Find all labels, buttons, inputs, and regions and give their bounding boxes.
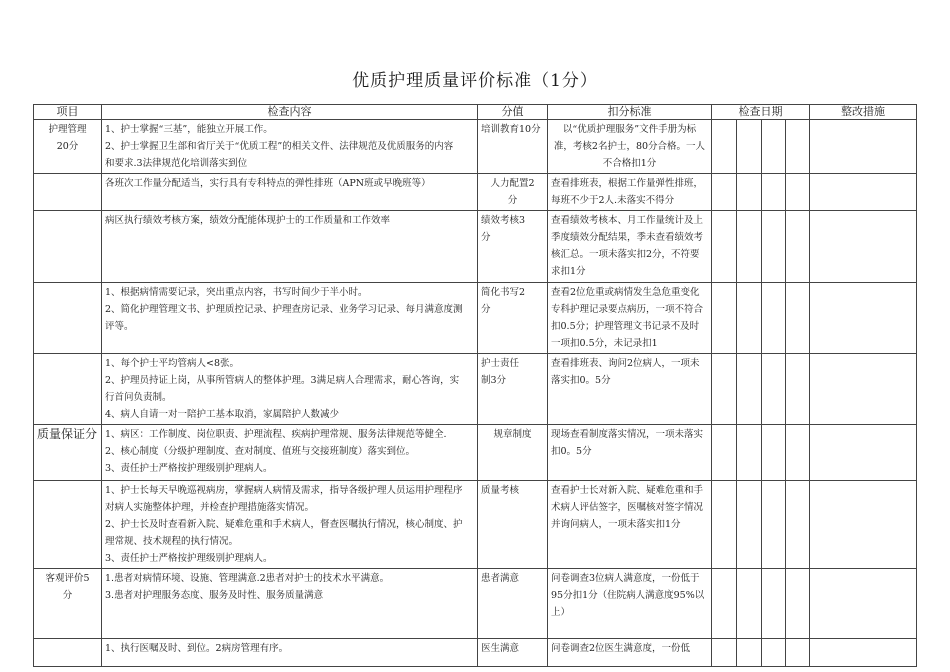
cell-date-2	[737, 569, 762, 639]
cell-score	[478, 354, 548, 425]
cell-deduct-line: 落实扣0。5分	[551, 375, 611, 386]
cell-content-line: 行首问负责制。	[105, 392, 172, 403]
cell-item	[34, 283, 102, 354]
cell-deduct-line: 95分扣1分（住院病人满意度95%以	[551, 590, 705, 601]
cell-fix	[810, 481, 917, 569]
cell-fix	[810, 211, 917, 283]
table-row	[34, 211, 917, 283]
cell-score-line: 规章制度	[493, 429, 532, 440]
cell-score	[478, 569, 548, 639]
cell-deduct-line: 扣0.5分；护理管理文书记录不及时	[551, 321, 700, 332]
cell-item-line: 分	[62, 590, 73, 601]
cell-date-2	[737, 639, 762, 667]
cell-item	[34, 211, 102, 283]
cell-date-2	[737, 211, 762, 283]
cell-date-2	[737, 354, 762, 425]
cell-date-4	[786, 639, 810, 667]
cell-fix	[810, 639, 917, 667]
cell-content	[102, 639, 478, 667]
cell-deduct-line: 查看排班表、询问2位病人，一项未	[551, 358, 700, 369]
cell-fix	[810, 120, 917, 174]
cell-content-line: 对病人实施整体护理，并检查护理措施落实情况。	[105, 502, 315, 513]
cell-deduct-line: 准，考核2名护士，80分合格。一人	[553, 141, 706, 152]
cell-item-line: 20分	[56, 141, 79, 152]
cell-item	[34, 120, 102, 174]
cell-score-line: 患者满意	[481, 573, 520, 584]
cell-content-line: 2、护理员持证上岗，从事所管病人的整体护理。3满足病人合理需求，耐心答询，实	[105, 375, 460, 386]
cell-date-1	[712, 569, 737, 639]
cell-score	[478, 174, 548, 211]
cell-deduct-line: 以“优质护理服务”文件手册为标	[562, 124, 697, 135]
cell-content-line: 1、执行医嘱及时、到位。2病房管理有序。	[105, 643, 289, 654]
table-row	[34, 639, 917, 667]
cell-date-3	[762, 639, 786, 667]
cell-deduct-line: 扣0。5分	[551, 446, 592, 457]
cell-fix	[810, 354, 917, 425]
cell-content	[102, 425, 478, 481]
header-content: 检查内容	[102, 105, 478, 120]
cell-item	[34, 481, 102, 569]
cell-score	[478, 481, 548, 569]
cell-deduct-line: 核汇总。一项未落实扣2分，不符要	[551, 249, 700, 260]
table-row	[34, 283, 917, 354]
cell-score-line: 绩效考核3	[481, 215, 526, 226]
cell-content-line: 3、责任护士严格按护理级别护理病人。	[105, 553, 273, 564]
table-row	[34, 174, 917, 211]
table-header-row	[34, 105, 917, 120]
cell-content-line: 病区执行绩效考核方案，绩效分配能体现护士的工作质量和工作效率	[105, 215, 391, 226]
cell-deduct-line: 上）	[551, 607, 571, 618]
cell-score-line: 人力配置2	[490, 178, 535, 189]
cell-item	[34, 569, 102, 639]
cell-content-line: 3.患者对护理服务态度、服务及时性、服务质量满意	[105, 590, 324, 601]
cell-deduct-line: 季度绩效分配结果，季未查看绩效考	[551, 232, 704, 243]
header-item: 项目	[34, 105, 102, 120]
header-date: 检查日期	[712, 105, 810, 120]
cell-content	[102, 283, 478, 354]
cell-deduct-line: 每班不少于2人.未落实不得分	[551, 195, 675, 206]
cell-deduct	[548, 211, 712, 283]
header-deduct: 扣分标准	[548, 105, 712, 120]
cell-deduct-line: 查看护士长对新入院、疑难危重和手	[551, 485, 704, 496]
cell-date-1	[712, 639, 737, 667]
cell-date-2	[737, 283, 762, 354]
cell-score-line: 分	[481, 304, 491, 315]
cell-content-line: 1、护士长每天早晚巡视病房，掌握病人病情及需求，指导各级护理人员运用护理程序	[105, 485, 463, 496]
cell-content	[102, 174, 478, 211]
cell-deduct-line: 查看绩效考核本、月工作量统计及上	[551, 215, 704, 226]
cell-deduct-line: 并询问病人，一项未落实扣1分	[551, 519, 681, 530]
cell-deduct	[548, 639, 712, 667]
cell-deduct	[548, 283, 712, 354]
cell-deduct	[548, 425, 712, 481]
cell-date-1	[712, 283, 737, 354]
cell-date-2	[737, 425, 762, 481]
cell-deduct-line: 一项扣0.5分，未记录扣1	[551, 338, 658, 349]
cell-date-3	[762, 211, 786, 283]
cell-content	[102, 120, 478, 174]
cell-date-3	[762, 481, 786, 569]
cell-deduct-line: 术病人评估签字，医嘱核对签字情况	[551, 502, 704, 513]
cell-date-3	[762, 283, 786, 354]
page-title: 优质护理质量评价标准（1分）	[352, 71, 598, 91]
cell-deduct-line: 问卷调查3位病人满意度，一份低于	[551, 573, 700, 584]
evaluation-table	[33, 104, 917, 667]
cell-deduct-line: 查看2位危重或病情发生急危重变化	[551, 287, 700, 298]
cell-content-line: 1、每个护士平均管病人<8张。	[105, 358, 240, 369]
cell-score	[478, 639, 548, 667]
cell-fix	[810, 569, 917, 639]
cell-content-line: 4、病人自请一对一陪护工基本取消，家属陪护人数减少	[105, 409, 340, 420]
cell-content	[102, 354, 478, 425]
cell-date-4	[786, 481, 810, 569]
cell-score-line: 培训教育10分	[481, 124, 541, 135]
cell-item-line: 客观评价5	[45, 573, 90, 584]
cell-content-line: 理常规、技术规程的执行情况。	[105, 536, 239, 547]
cell-fix	[810, 425, 917, 481]
cell-deduct	[548, 481, 712, 569]
cell-score	[478, 211, 548, 283]
cell-date-2	[737, 174, 762, 211]
cell-content-line: 2、核心制度（分级护理制度、查对制度、值班与交接班制度）落实到位。	[105, 446, 416, 457]
cell-date-4	[786, 283, 810, 354]
cell-date-3	[762, 425, 786, 481]
cell-date-1	[712, 425, 737, 481]
cell-content-line: 3、责任护士严格按护理级别护理病人。	[105, 463, 273, 474]
cell-date-4	[786, 354, 810, 425]
cell-fix	[810, 174, 917, 211]
cell-item	[34, 639, 102, 667]
cell-deduct-line: 查看排班表，根据工作量弹性排班，	[551, 178, 704, 189]
cell-content	[102, 211, 478, 283]
cell-score-line: 医生满意	[481, 643, 520, 654]
header-score: 分值	[478, 105, 548, 120]
table-row	[34, 569, 917, 639]
cell-date-1	[712, 481, 737, 569]
cell-score-line: 护士责任	[481, 358, 520, 369]
cell-content-line: 各班次工作量分配适当，实行具有专科特点的弹性排班（APN班或早晚班等）	[105, 178, 431, 189]
cell-date-1	[712, 211, 737, 283]
cell-fix	[810, 283, 917, 354]
cell-item	[34, 425, 102, 481]
cell-content	[102, 569, 478, 639]
cell-date-1	[712, 354, 737, 425]
cell-score	[478, 120, 548, 174]
cell-content-line: 1、护士掌握“三基”，能独立开展工作。	[105, 124, 273, 135]
cell-date-3	[762, 120, 786, 174]
table-row	[34, 354, 917, 425]
cell-item	[34, 354, 102, 425]
cell-deduct-line: 求扣1分	[551, 266, 586, 277]
cell-deduct-line: 问卷调查2位医生满意度，一份低	[551, 643, 691, 654]
cell-deduct	[548, 354, 712, 425]
cell-deduct	[548, 174, 712, 211]
cell-deduct-line: 不合格扣1分	[602, 158, 657, 169]
cell-score-line: 质量考核	[481, 485, 520, 496]
cell-date-1	[712, 120, 737, 174]
cell-date-4	[786, 569, 810, 639]
cell-date-4	[786, 120, 810, 174]
header-fix: 整改措施	[810, 105, 917, 120]
cell-date-2	[737, 120, 762, 174]
cell-date-4	[786, 211, 810, 283]
cell-content-line: 2、简化护理管理文书、护理质控记录、护理查房记录、业务学习记录、每月满意度测	[105, 304, 463, 315]
cell-deduct	[548, 569, 712, 639]
cell-deduct	[548, 120, 712, 174]
cell-item-line: 护理管理	[48, 124, 87, 135]
cell-deduct-line: 现场查看制度落实情况，一项未落实	[551, 429, 704, 440]
cell-item	[34, 174, 102, 211]
cell-date-4	[786, 174, 810, 211]
cell-score-line: 制3分	[481, 375, 507, 386]
cell-content-line: 评等。	[105, 321, 134, 332]
cell-date-4	[786, 425, 810, 481]
cell-score-line: 分	[481, 232, 491, 243]
cell-deduct-line: 专科护理记录要点病历，一项不符合	[551, 304, 704, 315]
cell-content-line: 1、根据病情需要记录，突出重点内容，书写时间少于半小时。	[105, 287, 368, 298]
table-row	[34, 481, 917, 569]
cell-date-1	[712, 174, 737, 211]
cell-content-line: 2、护士长及时查看新入院、疑难危重和手术病人，督查医嘱执行情况，核心制度、护	[105, 519, 463, 530]
cell-item-line: 质量保证分	[37, 427, 98, 441]
cell-content-line: 1、病区：工作制度、岗位职责、护理流程、疾病护理常规、服务法律规范等健全.	[105, 429, 447, 440]
cell-date-2	[737, 481, 762, 569]
table-row	[34, 425, 917, 481]
cell-content	[102, 481, 478, 569]
cell-content-line: 2、护士掌握卫生部和省厅关于“优质工程”的相关文件、法律规范及优质服务的内容	[105, 141, 454, 152]
cell-date-3	[762, 354, 786, 425]
cell-score-line: 分	[507, 195, 518, 206]
cell-score-line: 简化书写2	[481, 287, 526, 298]
cell-content-line: 和要求.3法律规范化培训落实到位	[105, 158, 248, 169]
cell-score	[478, 425, 548, 481]
cell-date-3	[762, 569, 786, 639]
cell-date-3	[762, 174, 786, 211]
cell-content-line: 1.患者对病情环境、设施、管理满意.2患者对护士的技术水平满意。	[105, 573, 390, 584]
cell-score	[478, 283, 548, 354]
table-row	[34, 120, 917, 174]
